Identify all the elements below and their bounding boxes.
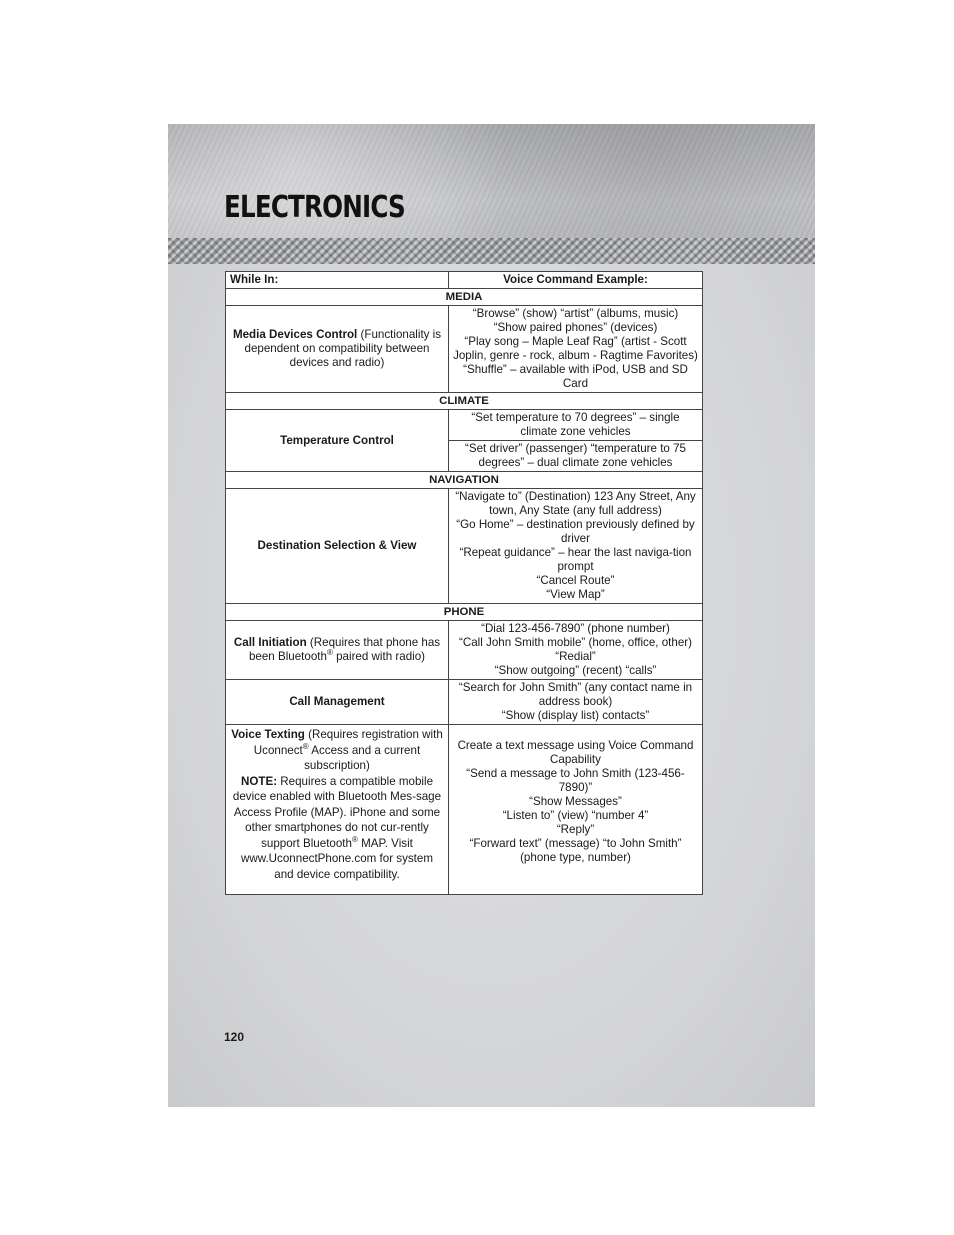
command-line: “Show Messages” (529, 795, 622, 808)
command-cell-single-zone: “Set temperature to 70 degrees” – single climate zone vehicles (449, 410, 703, 441)
section-label-climate: CLIMATE (226, 393, 703, 410)
feature-name: Destination Selection & View (257, 539, 417, 552)
voice-command-table (225, 271, 703, 895)
command-line: “Play song – Maple Leaf Rag” (artist - Scott Joplin, genre - rock, album - Ragtime Favorites) (453, 335, 698, 362)
section-title: ELECTRONICS (224, 190, 405, 225)
table-row (226, 306, 703, 393)
feature-name: Temperature Control (280, 433, 394, 447)
command-line: “Listen to” (view) “number 4” (502, 809, 649, 822)
table-row (226, 621, 703, 680)
feature-cell-call-initiation (226, 621, 449, 680)
feature-name: Media Devices Control (232, 328, 358, 341)
section-row-phone (226, 604, 703, 621)
command-cell-voice-texting (449, 725, 703, 895)
feature-desc: (Functionality is dependent on compatibility between devices and radio) (244, 328, 442, 369)
command-cell-call-management (449, 680, 703, 725)
section-label-phone: PHONE (226, 604, 703, 621)
feature-desc: (Requires that phone has been Bluetooth (248, 636, 441, 663)
feature-desc: (Requires registration with Uconnect (253, 728, 443, 757)
page-number: 120 (224, 1030, 245, 1044)
command-line: “Shuffle” – available with iPod, USB and SD Card (463, 363, 688, 390)
command-line: “Send a message to John Smith (123-456-7890)” (466, 767, 685, 794)
table-row (226, 725, 703, 895)
feature-cell-call-management (226, 680, 449, 725)
command-line: “Cancel Route” (536, 574, 615, 587)
command-line: “Show (display list) contacts” (501, 709, 650, 722)
table-row (226, 680, 703, 725)
feature-cell-destination (226, 489, 449, 604)
registered-mark: ® (302, 741, 309, 751)
command-line: “Reply” (556, 823, 595, 836)
table-row (226, 410, 703, 441)
note-text: MAP. Visit www.UconnectPhone.com for system and device compatibility. (240, 836, 433, 881)
table-row (226, 489, 703, 604)
feature-name: Voice Texting (231, 728, 305, 741)
header-texture-band (168, 238, 815, 264)
feature-cell-voice-texting (226, 725, 449, 895)
section-row-navigation (226, 472, 703, 489)
table-header-row (226, 272, 703, 289)
command-line: “Forward text” (message) “to John Smith” (phone type, number) (469, 837, 682, 864)
command-cell-call-initiation (449, 621, 703, 680)
command-line: “Go Home” – destination previously defined by driver (456, 518, 695, 545)
command-line: “Show paired phones” (devices) (493, 321, 658, 334)
command-line: “Search for John Smith” (any contact name in address book) (458, 681, 693, 708)
command-line: “Dial 123-456-7890” (phone number) (481, 622, 670, 635)
feature-cell-media-devices (226, 306, 449, 393)
command-line: “Call John Smith mobile” (home, office, other) (458, 636, 693, 649)
feature-cell-temperature (226, 410, 449, 472)
section-label-media: MEDIA (226, 289, 703, 306)
note-label: NOTE: (240, 774, 278, 788)
command-line: “Browse” (show) “artist” (albums, music) (472, 307, 679, 320)
section-row-media (226, 289, 703, 306)
feature-name: Call Initiation (233, 636, 307, 649)
command-cell-destination (449, 489, 703, 604)
command-line: “View Map” (546, 588, 605, 601)
col-header-voice-command: Voice Command Example: (449, 272, 703, 289)
registered-mark: ® (326, 648, 333, 658)
manual-page (168, 124, 815, 1107)
col-header-while-in: While In: (226, 272, 449, 289)
section-label-navigation: NAVIGATION (226, 472, 703, 489)
command-line: “Show outgoing” (recent) “calls” (494, 664, 657, 677)
registered-mark: ® (351, 834, 358, 844)
command-line: “Navigate to” (Destination) 123 Any Street, Any town, Any State (any full address) (455, 490, 696, 517)
note-text: Requires a compatible mobile device enabled with Bluetooth Mes-sage Access Profile (MAP). iPhone and some other smartphones do not cur-rently support Bluetooth (232, 774, 442, 850)
command-line: Create a text message using Voice Command Capability (457, 739, 694, 766)
command-line: “Redial” (555, 650, 596, 663)
feature-desc: paired with radio) (332, 650, 426, 663)
feature-desc: Access and a current subscription) (304, 743, 421, 772)
command-cell-media-devices (449, 306, 703, 393)
command-cell-dual-zone: “Set driver” (passenger) “temperature to 75 degrees” – dual climate zone vehicles (449, 441, 703, 472)
command-line: “Repeat guidance” – hear the last naviga-tion prompt (459, 546, 692, 573)
feature-name: Call Management (289, 695, 385, 708)
section-row-climate (226, 393, 703, 410)
